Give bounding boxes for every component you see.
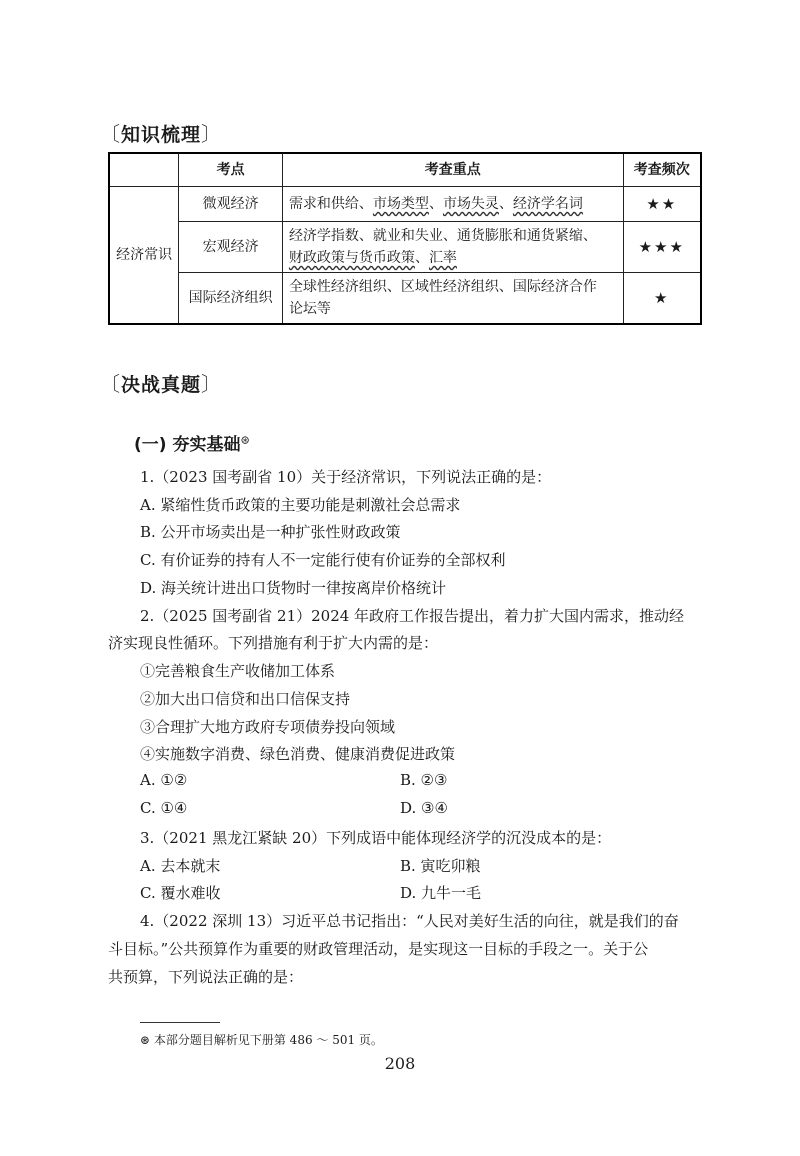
- question-item: ①完善粮食生产收储加工体系: [140, 662, 336, 680]
- question-option: C. 覆水难收: [140, 884, 221, 902]
- question-option: C. 有价证券的持有人不一定能行使有价证券的全部权利: [140, 551, 506, 569]
- table-frequency: ★★★: [623, 222, 701, 273]
- table-row: [109, 187, 701, 222]
- table-frequency: ★★: [623, 187, 701, 222]
- table-category: 经济常识: [109, 187, 179, 325]
- footnote-mark-icon: ⊛: [240, 433, 250, 447]
- section-title-text: 知识梳理: [121, 124, 202, 146]
- table-topic: 宏观经济: [179, 222, 283, 273]
- question-option: A. 去本就末: [140, 857, 221, 875]
- table-frequency: ★: [623, 273, 701, 325]
- question-stem: 共预算，下列说法正确的是：: [108, 968, 304, 986]
- table-header: 考点: [179, 153, 283, 187]
- question-option: A. 紧缩性货币政策的主要功能是刺激社会总需求: [140, 496, 461, 514]
- subsection-title: (一) 夯实基础⊛: [134, 433, 250, 455]
- table-topic: 微观经济: [179, 187, 283, 222]
- table-header: 考查频次: [623, 153, 701, 187]
- knowledge-table: [108, 152, 702, 325]
- question-option: D. ③④: [400, 799, 448, 817]
- question-stem: 济实现良性循环。下列措施有利于扩大内需的是：: [108, 634, 439, 652]
- question-stem: 1.（2023 国考副省 10）关于经济常识，下列说法正确的是：: [140, 468, 552, 486]
- table-header-row: [109, 153, 701, 187]
- question-stem: 3.（2021 黑龙江紧缺 20）下列成语中能体现经济学的沉没成本的是：: [140, 829, 612, 847]
- question-option: D. 九牛一毛: [400, 884, 482, 902]
- question-item: ②加大出口信贷和出口信保支持: [140, 690, 351, 708]
- table-header: 考查重点: [282, 153, 623, 187]
- table-focus: 全球性经济组织、区域性经济组织、国际经济合作 论坛等: [282, 273, 623, 325]
- question-option: B. 公开市场卖出是一种扩张性财政政策: [140, 523, 401, 541]
- question-option: A. ①②: [140, 771, 188, 789]
- question-option: B. 寅吃卯粮: [400, 857, 481, 875]
- footnote-divider: [140, 1022, 220, 1023]
- section-title-knowledge: 〔知识梳理〕: [100, 122, 223, 146]
- table-focus: 需求和供给、市场类型、市场失灵、经济学名词: [282, 187, 623, 222]
- table-topic: 国际经济组织: [179, 273, 283, 325]
- table-header: [109, 153, 179, 187]
- question-stem: 2.（2025 国考副省 21）2024 年政府工作报告提出，着力扩大国内需求，推动经: [140, 607, 685, 625]
- section-title-exam: 〔决战真题〕: [100, 372, 223, 396]
- question-option: C. ①④: [140, 799, 188, 817]
- question-option: B. ②③: [400, 771, 448, 789]
- table-focus: 经济学指数、就业和失业、通货膨胀和通货紧缩、 财政政策与货币政策、汇率: [282, 222, 623, 273]
- table-row: [109, 222, 701, 273]
- footnote: ⊛ 本部分题目解析见下册第 486 ～ 501 页。: [140, 1033, 383, 1047]
- question-stem: 斗目标。”公共预算作为重要的财政管理活动，是实现这一目标的手段之一。关于公: [108, 940, 649, 958]
- table-row: [109, 273, 701, 325]
- question-stem: 4.（2022 深圳 13）习近平总书记指出：“人民对美好生活的向往，就是我们的奋: [140, 912, 679, 930]
- section-title-text: 决战真题: [121, 374, 202, 396]
- question-option: D. 海关统计进出口货物时一律按离岸价格统计: [140, 579, 447, 597]
- question-item: ③合理扩大地方政府专项债券投向领域: [140, 718, 396, 736]
- page-number: 208: [384, 1054, 416, 1073]
- question-item: ④实施数字消费、绿色消费、健康消费促进政策: [140, 745, 456, 763]
